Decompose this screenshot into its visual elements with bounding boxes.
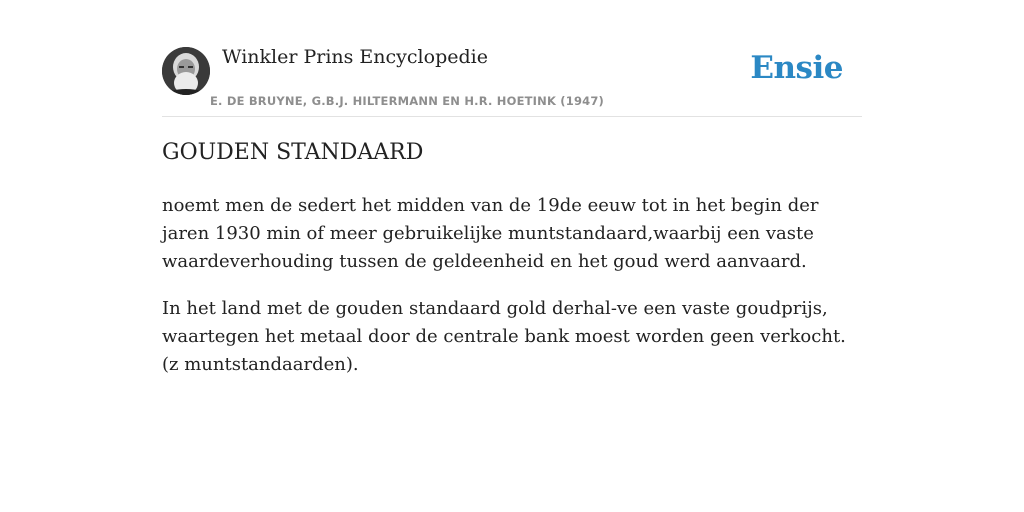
entry-body: [162, 192, 862, 398]
portrait-icon: [162, 47, 210, 95]
portrait-avatar[interactable]: [162, 47, 210, 95]
entry-title: GOUDEN STANDAARD: [162, 140, 424, 165]
ensie-logo-link[interactable]: Ensie: [750, 50, 843, 86]
site-title-link[interactable]: Winkler Prins Encyclopedie: [222, 46, 488, 68]
entry-paragraph: noemt men de sedert het midden van de 19de eeuw tot in het begin der jaren 1930 min of meer gebruikelijke muntstandaard,waarbij een vaste waardeverhouding tussen de geldeenheid en het goud werd aanvaard.: [162, 195, 819, 272]
site-header: [162, 44, 862, 117]
entry-paragraph: In het land met de gouden standaard gold derhal-ve een vaste goudprijs, waartegen het metaal door de centrale bank moest worden geen verkocht. (z muntstandaarden).: [162, 298, 846, 375]
authors-credit: E. DE BRUYNE, G.B.J. HILTERMANN EN H.R. HOETINK (1947): [210, 94, 605, 108]
